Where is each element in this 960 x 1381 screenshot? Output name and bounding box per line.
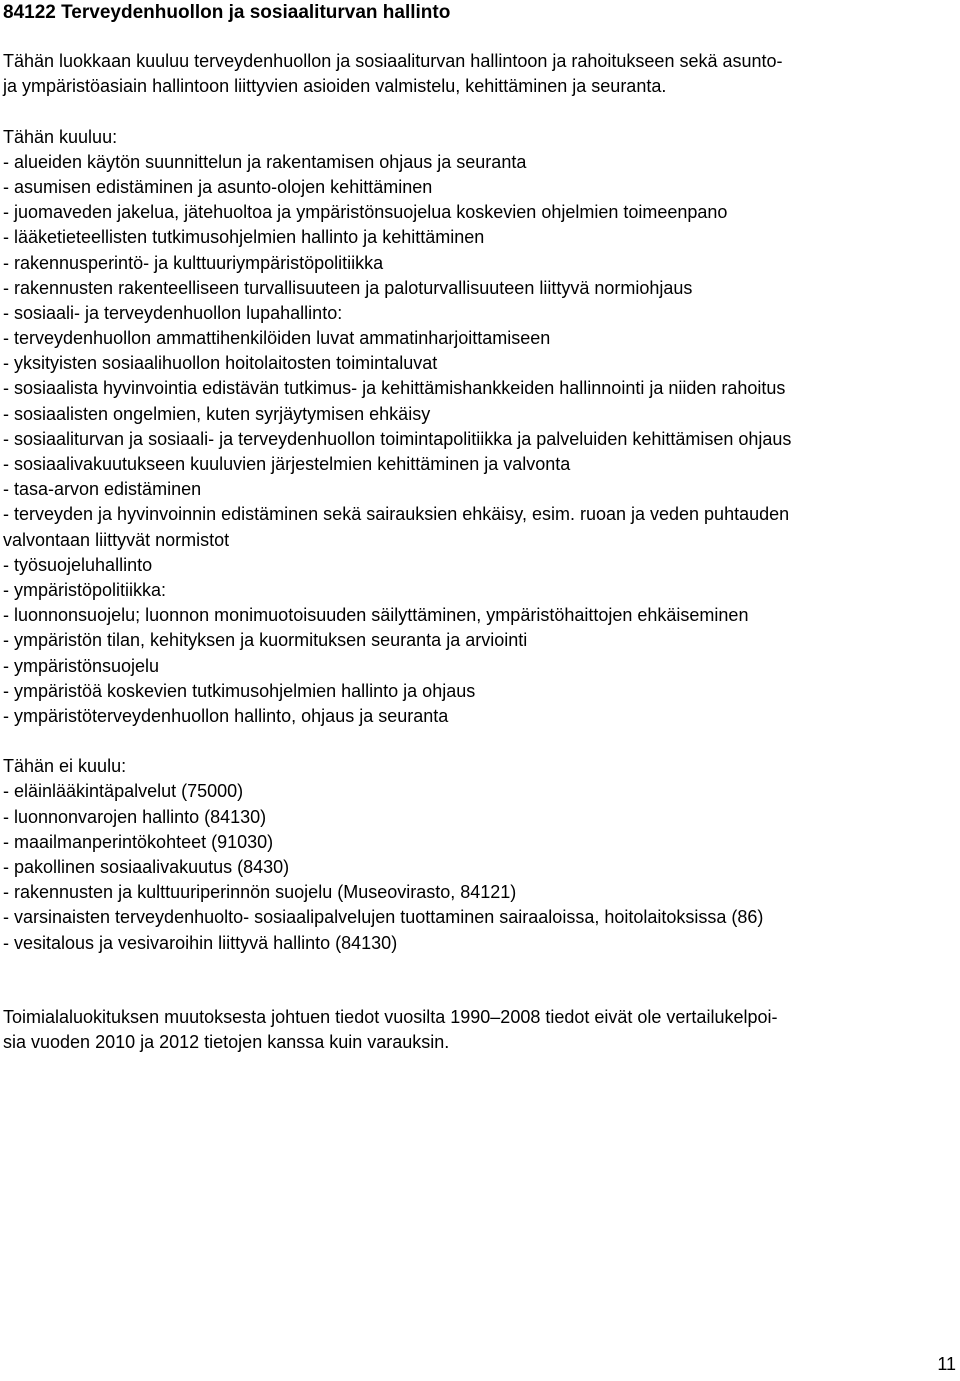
note-paragraph — [3, 1005, 957, 1055]
list-item: - vesitalous ja vesivaroihin liittyvä hallinto (84130) — [3, 932, 398, 953]
note-line: Toimialaluokituksen muutoksesta johtuen tiedot vuosilta 1990–2008 tiedot eivät ole vertailukelpoi- — [3, 1006, 778, 1027]
list-item: - luonnonsuojelu; luonnon monimuotoisuuden säilyttäminen, ympäristöhaittojen ehkäiseminen — [3, 605, 749, 626]
list-item: - varsinaisten terveydenhuolto- sosiaalipalvelujen tuottaminen sairaaloissa, hoitolaitoksissa (86) — [3, 907, 764, 928]
list-item: - ympäristöpolitiikka: — [3, 579, 167, 600]
list-item: - tasa-arvon edistäminen — [3, 479, 202, 500]
list-item: - sosiaalivakuutukseen kuuluvien järjestelmien kehittäminen ja valvonta — [3, 454, 571, 474]
includes-heading: Tähän kuuluu: — [3, 126, 118, 147]
list-item: - sosiaalisten ongelmien, kuten syrjäytymisen ehkäisy — [3, 403, 431, 424]
list-item: - yksityisten sosiaalihuollon hoitolaitosten toimintaluvat — [3, 353, 438, 374]
list-item: - ympäristön tilan, kehityksen ja kuormituksen seuranta ja arviointi — [3, 630, 528, 651]
includes-list — [3, 150, 957, 729]
intro-line: Tähän luokkaan kuuluu terveydenhuollon ja sosiaaliturvan hallintoon ja rahoitukseen sekä asunto- — [3, 51, 783, 71]
list-item: - ympäristönsuojelu — [3, 655, 160, 676]
list-item: - eläinlääkintäpalvelut (75000) — [3, 781, 244, 802]
list-item: valvontaan liittyvät normistot — [3, 529, 230, 550]
list-item: - rakennusten rakenteelliseen turvallisuuteen ja paloturvallisuuteen liittyvä normiohjaus — [3, 277, 693, 298]
intro-line: ja ympäristöasiain hallintoon liittyvien asioiden valmistelu, kehittäminen ja seuranta. — [3, 76, 667, 97]
list-item: - ympäristöterveydenhuollon hallinto, ohjaus ja seuranta — [3, 705, 449, 726]
excludes-list — [3, 779, 957, 955]
list-item: - pakollinen sosiaalivakuutus (8430) — [3, 857, 290, 877]
list-item: - alueiden käytön suunnittelun ja rakentamisen ohjaus ja seuranta — [3, 151, 527, 172]
note-line: sia vuoden 2010 ja 2012 tietojen kanssa kuin varauksin. — [3, 1031, 450, 1052]
list-item: - terveyden ja hyvinvoinnin edistäminen sekä sairauksien ehkäisy, esim. ruoan ja veden puhtauden — [3, 504, 790, 525]
list-item: - rakennusperintö- ja kulttuuriympäristöpolitiikka — [3, 252, 384, 273]
document-page — [3, 0, 957, 1055]
list-item: - asumisen edistäminen ja asunto-olojen kehittäminen — [3, 176, 433, 197]
list-item: - terveydenhuollon ammattihenkilöiden luvat ammatinharjoittamiseen — [3, 328, 551, 349]
section-title: 84122 Terveydenhuollon ja sosiaaliturvan hallinto — [3, 2, 451, 23]
list-item: - ympäristöä koskevien tutkimusohjelmien hallinto ja ohjaus — [3, 680, 476, 701]
list-item: - sosiaali- ja terveydenhuollon lupahallinto: — [3, 302, 343, 323]
list-item: - työsuojeluhallinto — [3, 554, 153, 575]
intro-paragraph — [3, 49, 957, 99]
list-item: - sosiaalista hyvinvointia edistävän tutkimus- ja kehittämishankkeiden hallinnointi ja niiden rahoitus — [3, 378, 786, 399]
list-item: - juomaveden jakelua, jätehuoltoa ja ympäristönsuojelua koskevien ohjelmien toimeenpano — [3, 202, 728, 223]
list-item: - maailmanperintökohteet (91030) — [3, 831, 274, 852]
list-item: - rakennusten ja kulttuuriperinnön suojelu (Museovirasto, 84121) — [3, 882, 517, 903]
list-item: - luonnonvarojen hallinto (84130) — [3, 806, 267, 827]
excludes-heading: Tähän ei kuulu: — [3, 756, 127, 777]
list-item: - sosiaaliturvan ja sosiaali- ja terveydenhuollon toimintapolitiikka ja palveluiden kehittämisen ohjaus — [3, 428, 792, 449]
list-item: - lääketieteellisten tutkimusohjelmien hallinto ja kehittäminen — [3, 227, 485, 248]
page-number: 11 — [937, 1354, 956, 1374]
